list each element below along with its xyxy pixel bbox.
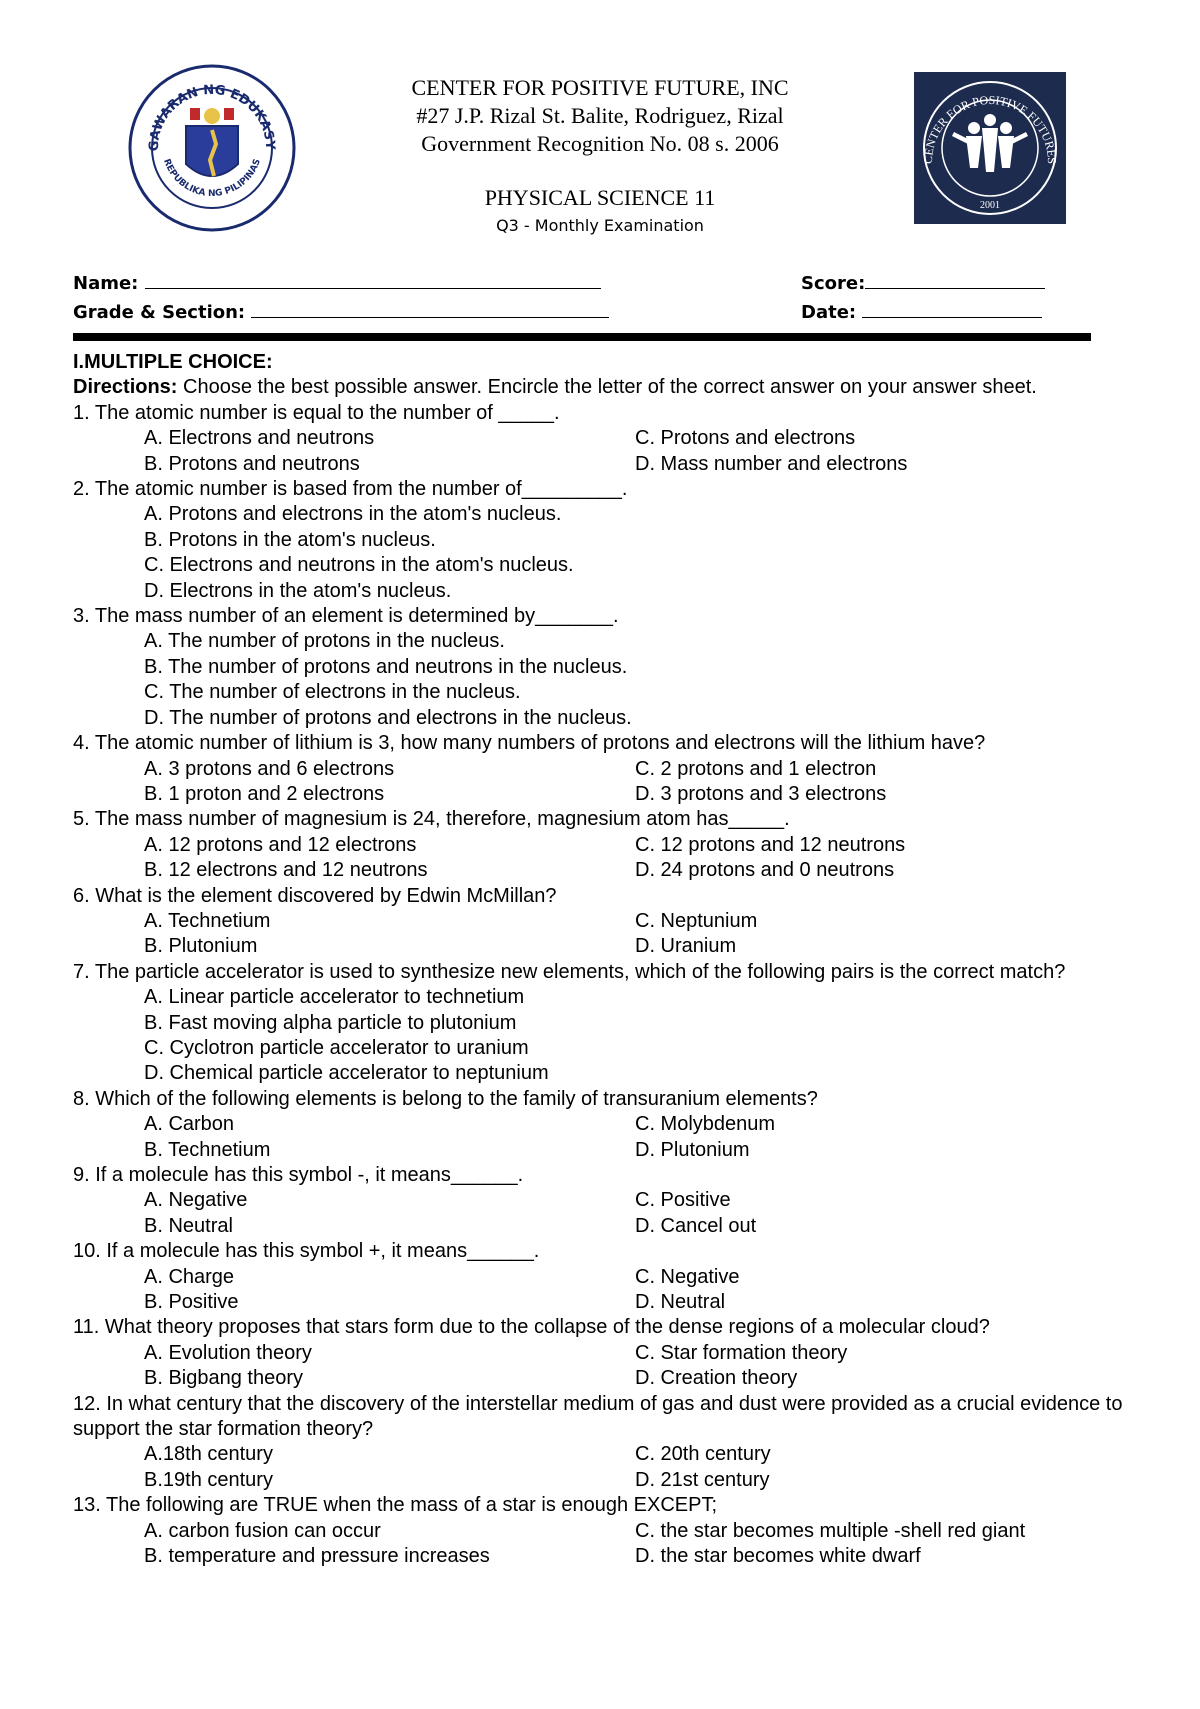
question-9: 9. If a molecule has this symbol -, it means______. bbox=[73, 1164, 524, 1186]
q12-option-c[interactable]: C. 20th century bbox=[635, 1443, 771, 1466]
q4-option-c[interactable]: C. 2 protons and 1 electron bbox=[635, 757, 877, 780]
grade-section-label: Grade & Section: bbox=[73, 302, 246, 323]
question-6: 6. What is the element discovered by Edwin McMillan? bbox=[73, 884, 557, 907]
q3-option-a[interactable]: A. The number of protons in the nucleus. bbox=[144, 630, 505, 653]
score-label: Score: bbox=[801, 273, 866, 294]
school-seal-text: CENTER FOR POSITIVE FUTURES bbox=[920, 92, 1060, 165]
question-12: 12. In what century that the discovery of the interstellar medium of gas and dust were provided as a crucial evidence to support the star formation theory? bbox=[73, 1392, 1123, 1441]
question-4: 4. The atomic number of lithium is 3, how many numbers of protons and electrons will the lithium have? bbox=[73, 732, 986, 755]
seal-bottom-text: REPUBLIKA NG PILIPINAS bbox=[161, 157, 263, 200]
q10-option-d[interactable]: D. Neutral bbox=[635, 1291, 726, 1314]
question-5: 5. The mass number of magnesium is 24, therefore, magnesium atom has_____. bbox=[73, 808, 790, 831]
q6-option-c[interactable]: C. Neptunium bbox=[635, 909, 758, 932]
q2-option-c[interactable]: C. Electrons and neutrons in the atom's nucleus. bbox=[144, 554, 574, 577]
school-seal-year: 2001 bbox=[980, 200, 1000, 211]
q4-option-d[interactable]: D. 3 protons and 3 electrons bbox=[635, 782, 887, 805]
deped-seal bbox=[128, 64, 296, 232]
q8-option-d[interactable]: D. Plutonium bbox=[635, 1138, 750, 1161]
exam-content bbox=[73, 350, 1133, 1570]
date-field[interactable] bbox=[801, 299, 1042, 323]
q1-option-d[interactable]: D. Mass number and electrons bbox=[635, 452, 908, 475]
directions-text: Choose the best possible answer. Encircle the letter of the correct answer on your answer sheet. bbox=[177, 376, 1037, 399]
q13-option-a[interactable]: A. carbon fusion can occur bbox=[144, 1519, 381, 1542]
q11-option-c[interactable]: C. Star formation theory bbox=[635, 1341, 848, 1364]
q12-option-a[interactable]: A.18th century bbox=[144, 1443, 273, 1466]
grade-section-blank[interactable] bbox=[251, 299, 609, 318]
q9-option-c[interactable]: C. Positive bbox=[635, 1189, 731, 1212]
q6-option-d[interactable]: D. Uranium bbox=[635, 935, 737, 958]
q4-option-b[interactable]: B. 1 proton and 2 electrons bbox=[144, 782, 385, 805]
q8-option-b[interactable]: B. Technetium bbox=[144, 1138, 271, 1161]
q5-option-a[interactable]: A. 12 protons and 12 electrons bbox=[144, 833, 417, 856]
directions-label: Directions: bbox=[73, 376, 178, 399]
government-recognition: Government Recognition No. 08 s. 2006 bbox=[421, 131, 779, 156]
q12-option-d[interactable]: D. 21st century bbox=[635, 1468, 770, 1491]
q2-option-a[interactable]: A. Protons and electrons in the atom's nucleus. bbox=[144, 503, 562, 526]
q1-option-c[interactable]: C. Protons and electrons bbox=[635, 427, 856, 450]
school-address: #27 J.P. Rizal St. Balite, Rodriguez, Rizal bbox=[416, 103, 784, 128]
q13-option-b[interactable]: B. temperature and pressure increases bbox=[144, 1545, 490, 1568]
grade-section-field[interactable] bbox=[73, 299, 609, 323]
q13-option-c[interactable]: C. the star becomes multiple -shell red giant bbox=[635, 1519, 1026, 1542]
school-name: CENTER FOR POSITIVE FUTURE, INC bbox=[411, 75, 789, 100]
q9-option-b[interactable]: B. Neutral bbox=[144, 1214, 233, 1237]
q1-option-b[interactable]: B. Protons and neutrons bbox=[144, 452, 360, 475]
q7-option-b[interactable]: B. Fast moving alpha particle to plutonium bbox=[144, 1011, 517, 1034]
question-10: 10. If a molecule has this symbol +, it means______. bbox=[73, 1240, 540, 1263]
school-seal bbox=[914, 72, 1066, 224]
q4-option-a[interactable]: A. 3 protons and 6 electrons bbox=[144, 757, 395, 780]
q11-option-a[interactable]: A. Evolution theory bbox=[144, 1341, 312, 1364]
q5-option-d[interactable]: D. 24 protons and 0 neutrons bbox=[635, 859, 895, 882]
date-blank[interactable] bbox=[862, 299, 1042, 318]
q8-option-a[interactable]: A. Carbon bbox=[144, 1113, 235, 1136]
q3-option-c[interactable]: C. The number of electrons in the nucleus. bbox=[144, 681, 521, 704]
question-1: 1. The atomic number is equal to the number of _____. bbox=[73, 401, 560, 424]
q13-option-d[interactable]: D. the star becomes white dwarf bbox=[635, 1545, 921, 1568]
directions bbox=[73, 375, 1133, 400]
q8-option-c[interactable]: C. Molybdenum bbox=[635, 1113, 776, 1136]
q9-option-d[interactable]: D. Cancel out bbox=[635, 1214, 757, 1237]
seal-top-text: GAWARAN NG EDUKASY bbox=[146, 82, 278, 152]
q2-option-d[interactable]: D. Electrons in the atom's nucleus. bbox=[144, 579, 452, 602]
q10-option-a[interactable]: A. Charge bbox=[144, 1265, 235, 1288]
q5-option-b[interactable]: B. 12 electrons and 12 neutrons bbox=[144, 859, 428, 882]
q7-option-d[interactable]: D. Chemical particle accelerator to neptunium bbox=[144, 1062, 549, 1085]
exam-title: Q3 - Monthly Examination bbox=[496, 216, 704, 235]
q10-option-b[interactable]: B. Positive bbox=[144, 1291, 239, 1314]
q10-option-c[interactable]: C. Negative bbox=[635, 1265, 740, 1288]
section-title: I.MULTIPLE CHOICE: bbox=[73, 351, 273, 373]
q3-option-b[interactable]: B. The number of protons and neutrons in the nucleus. bbox=[144, 655, 628, 678]
q5-option-c[interactable]: C. 12 protons and 12 neutrons bbox=[635, 833, 906, 856]
q12-option-b[interactable]: B.19th century bbox=[144, 1468, 273, 1491]
question-2: 2. The atomic number is based from the number of_________. bbox=[73, 478, 628, 501]
question-13: 13. The following are TRUE when the mass of a star is enough EXCEPT; bbox=[73, 1494, 718, 1517]
q6-option-a[interactable]: A. Technetium bbox=[144, 909, 271, 932]
question-7: 7. The particle accelerator is used to synthesize new elements, which of the following pairs is the correct match? bbox=[73, 960, 1066, 983]
name-label: Name: bbox=[73, 273, 139, 294]
q2-option-b[interactable]: B. Protons in the atom's nucleus. bbox=[144, 528, 436, 551]
date-label: Date: bbox=[801, 302, 857, 323]
question-11: 11. What theory proposes that stars form due to the collapse of the dense regions of a molecular cloud? bbox=[73, 1316, 990, 1339]
q7-option-c[interactable]: C. Cyclotron particle accelerator to uranium bbox=[144, 1036, 529, 1059]
q1-option-a[interactable]: A. Electrons and neutrons bbox=[144, 427, 375, 450]
name-blank[interactable] bbox=[145, 270, 601, 289]
school-header bbox=[300, 74, 900, 235]
name-field[interactable] bbox=[73, 270, 601, 294]
q9-option-a[interactable]: A. Negative bbox=[144, 1189, 248, 1212]
header-divider bbox=[73, 333, 1091, 341]
question-3: 3. The mass number of an element is determined by_______. bbox=[73, 605, 619, 628]
q3-option-d[interactable]: D. The number of protons and electrons in the nucleus. bbox=[144, 706, 632, 729]
q6-option-b[interactable]: B. Plutonium bbox=[144, 935, 258, 958]
q11-option-d[interactable]: D. Creation theory bbox=[635, 1367, 798, 1390]
q7-option-a[interactable]: A. Linear particle accelerator to technetium bbox=[144, 986, 525, 1009]
score-field[interactable] bbox=[801, 270, 1045, 294]
question-8: 8. Which of the following elements is belong to the family of transuranium elements? bbox=[73, 1087, 818, 1110]
q11-option-b[interactable]: B. Bigbang theory bbox=[144, 1367, 303, 1390]
score-blank[interactable] bbox=[865, 270, 1045, 289]
subject-title: PHYSICAL SCIENCE 11 bbox=[484, 185, 716, 210]
